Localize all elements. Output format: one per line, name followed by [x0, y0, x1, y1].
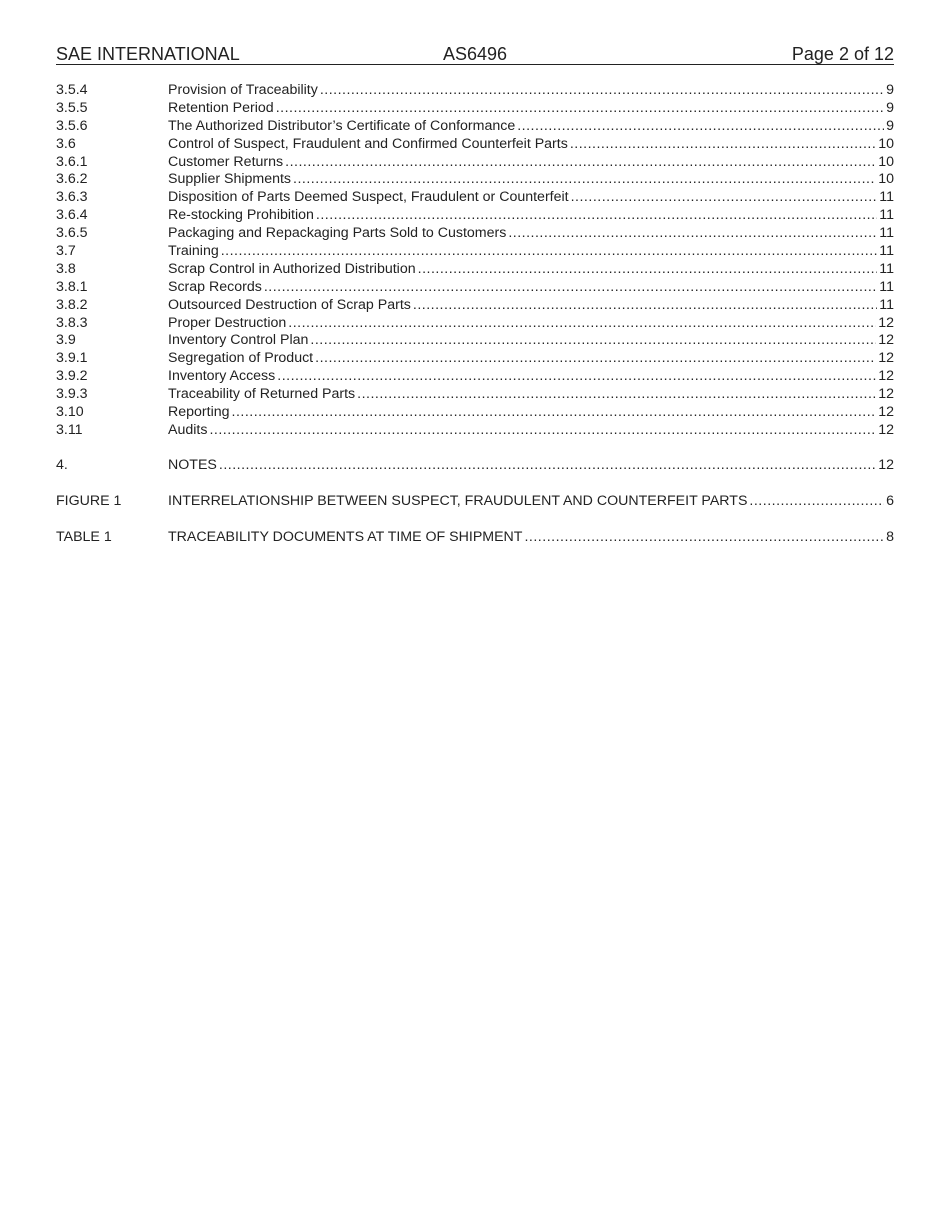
toc-entry-page: 11 [879, 207, 894, 224]
toc-entry-3-5-4[interactable] [56, 82, 894, 100]
page-header [56, 44, 894, 65]
toc-dot-leader [209, 422, 876, 440]
toc-entry-page: 12 [878, 421, 894, 438]
toc-entry-number: 3.5.6 [56, 117, 88, 134]
toc-dot-leader [508, 225, 877, 243]
toc-entry-title: Segregation of Product [168, 350, 314, 367]
toc-entry-title: Scrap Control in Authorized Distribution [168, 260, 416, 277]
toc-entry-title: INTERRELATIONSHIP BETWEEN SUSPECT, FRAUDULENT AND COUNTERFEIT PARTS [168, 492, 748, 509]
toc-dot-leader [221, 243, 878, 261]
toc-entry-title: Scrap Records [168, 278, 262, 295]
toc-entry-page: 11 [879, 189, 894, 206]
toc-entry-table-1[interactable] [56, 529, 894, 547]
toc-entry-title: The Authorized Distributor’s Certificate of Conformance [168, 117, 516, 134]
toc-entry-number: 3.9.1 [56, 350, 88, 367]
toc-entry-3-9[interactable] [56, 332, 894, 350]
toc-entry-3-10[interactable] [56, 404, 894, 422]
toc-dot-leader [413, 297, 877, 315]
toc-dot-leader [418, 261, 878, 279]
toc-entry-number: 3.9 [56, 332, 76, 349]
toc-entry-title: Customer Returns [168, 153, 284, 170]
toc-entry-title: Audits [168, 421, 208, 438]
toc-entry-page: 12 [878, 386, 894, 403]
toc-dot-leader [517, 118, 884, 136]
header-document-number: AS6496 [442, 44, 508, 64]
toc-entry-3-9-3[interactable] [56, 386, 894, 404]
toc-entry-page: 9 [886, 117, 894, 134]
toc-entry-title: Control of Suspect, Fraudulent and Confirmed Counterfeit Parts [168, 135, 568, 152]
toc-entry-number: 3.6.2 [56, 171, 88, 188]
toc-dot-leader [276, 100, 884, 118]
header-organization: SAE INTERNATIONAL [56, 44, 240, 64]
toc-entry-page: 9 [886, 82, 894, 98]
toc-entry-page: 12 [878, 332, 894, 349]
toc-entry-title: Outsourced Destruction of Scrap Parts [168, 296, 411, 313]
toc-entry-3-5-5[interactable] [56, 100, 894, 118]
toc-dot-leader [219, 457, 876, 475]
toc-dot-leader [749, 493, 884, 511]
toc-dot-leader [285, 154, 876, 172]
toc-entry-number: TABLE 1 [56, 528, 112, 545]
toc-entry-3-6-2[interactable] [56, 171, 894, 189]
toc-dot-leader [293, 171, 876, 189]
toc-entry-page: 10 [878, 135, 894, 152]
toc-dot-leader [277, 368, 876, 386]
toc-entry-page: 6 [886, 492, 894, 509]
toc-dot-leader [310, 332, 876, 350]
toc-entry-title: Retention Period [168, 99, 274, 116]
toc-entry-number: 3.8 [56, 260, 76, 277]
toc-entry-number: 3.8.1 [56, 278, 88, 295]
toc-entry-title: Re-stocking Prohibition [168, 207, 314, 224]
toc-entry-3-7[interactable] [56, 243, 894, 261]
toc-dot-leader [570, 136, 876, 154]
toc-entry-title: Traceability of Returned Parts [168, 386, 356, 403]
toc-entry-title: Inventory Access [168, 368, 276, 385]
toc-entry-page: 8 [886, 528, 894, 545]
toc-dot-leader [524, 529, 884, 547]
toc-entry-number: 3.6 [56, 135, 76, 152]
toc-entry-number: 3.6.5 [56, 225, 88, 242]
toc-entry-number: 3.6.4 [56, 207, 88, 224]
toc-entry-title: Training [168, 243, 219, 260]
header-page-number: Page 2 of 12 [791, 44, 894, 64]
toc-entry-page: 11 [879, 243, 894, 260]
toc-entry-page: 12 [878, 368, 894, 385]
toc-entry-number: 3.10 [56, 404, 84, 421]
toc-entry-page: 9 [886, 99, 894, 116]
toc-entry-3-6-4[interactable] [56, 207, 894, 225]
toc-entry-number: 3.11 [56, 421, 83, 438]
toc-entry-page: 11 [879, 296, 894, 313]
toc-entry-figure-1[interactable] [56, 493, 894, 511]
toc-entry-page: 12 [878, 350, 894, 367]
toc-entry-page: 12 [878, 404, 894, 421]
toc-entry-3-9-2[interactable] [56, 368, 894, 386]
toc-entry-number: 3.8.2 [56, 296, 88, 313]
toc-dot-leader [357, 386, 876, 404]
toc-entry-title: TRACEABILITY DOCUMENTS AT TIME OF SHIPMENT [168, 528, 523, 545]
toc-entry-3-6-5[interactable] [56, 225, 894, 243]
toc-entry-page: 12 [878, 456, 894, 473]
toc-entry-3-8-2[interactable] [56, 297, 894, 315]
toc-entry-4[interactable] [56, 457, 894, 475]
toc-entry-number: FIGURE 1 [56, 492, 122, 509]
toc-entry-title: Provision of Traceability [168, 82, 318, 98]
toc-dot-leader [288, 315, 876, 333]
toc-entry-title: Reporting [168, 404, 230, 421]
toc-entry-3-11[interactable] [56, 422, 894, 440]
toc-entry-3-8-1[interactable] [56, 279, 894, 297]
toc-entry-page: 12 [878, 314, 894, 331]
toc-dot-leader [571, 189, 878, 207]
toc-entry-page: 10 [878, 171, 894, 188]
toc-dot-leader [264, 279, 877, 297]
toc-entry-title: NOTES [168, 456, 217, 473]
toc-entry-title: Supplier Shipments [168, 171, 292, 188]
toc-entry-number: 3.8.3 [56, 314, 88, 331]
toc-entry-number: 3.6.3 [56, 189, 88, 206]
toc-entry-page: 11 [879, 225, 894, 242]
toc-entry-number: 3.9.3 [56, 386, 88, 403]
toc-entry-title: Proper Destruction [168, 314, 287, 331]
toc-entry-page: 11 [879, 260, 894, 277]
toc-entry-3-6-1[interactable] [56, 154, 894, 172]
toc-entry-3-8[interactable] [56, 261, 894, 279]
toc-entry-page: 10 [878, 153, 894, 170]
toc-entry-number: 3.9.2 [56, 368, 88, 385]
toc-entry-3-5-6[interactable] [56, 118, 894, 136]
toc-entry-number: 4. [56, 456, 68, 473]
toc-entry-title: Inventory Control Plan [168, 332, 309, 349]
table-of-contents [56, 82, 894, 546]
toc-entry-page: 11 [879, 278, 894, 295]
toc-entry-number: 3.5.5 [56, 99, 88, 116]
toc-entry-number: 3.7 [56, 243, 76, 260]
toc-dot-leader [316, 207, 877, 225]
toc-dot-leader [315, 350, 876, 368]
toc-entry-title: Disposition of Parts Deemed Suspect, Fraudulent or Counterfeit [168, 189, 569, 206]
toc-entry-number: 3.5.4 [56, 82, 88, 98]
toc-dot-leader [320, 82, 884, 100]
toc-entry-3-9-1[interactable] [56, 350, 894, 368]
toc-dot-leader [232, 404, 877, 422]
toc-entry-3-6[interactable] [56, 136, 894, 154]
toc-entry-3-8-3[interactable] [56, 315, 894, 333]
toc-entry-title: Packaging and Repackaging Parts Sold to Customers [168, 225, 507, 242]
toc-entry-number: 3.6.1 [56, 153, 88, 170]
toc-entry-3-6-3[interactable] [56, 189, 894, 207]
